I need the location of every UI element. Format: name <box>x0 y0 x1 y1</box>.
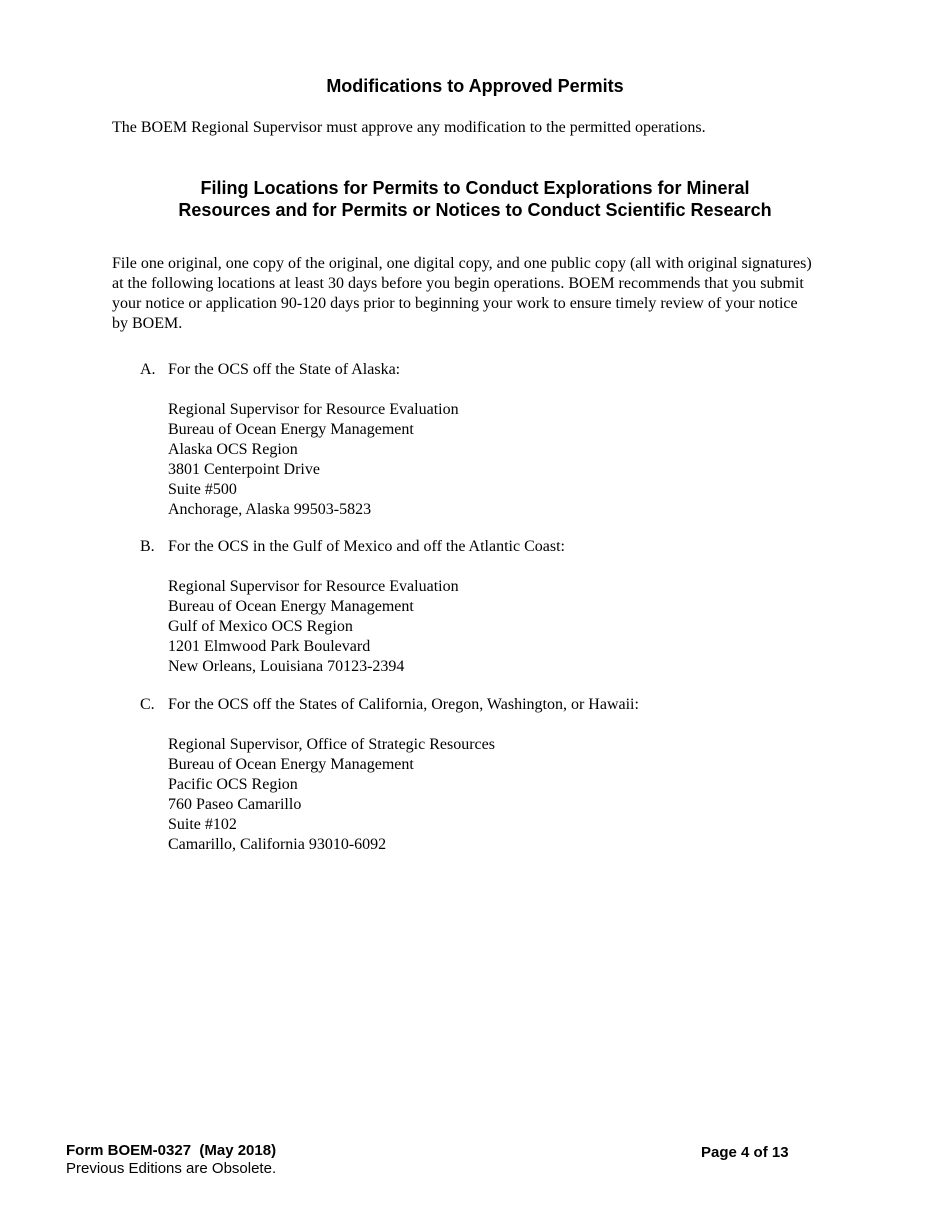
address-line: Anchorage, Alaska 99503-5823 <box>168 501 372 518</box>
location-description: For the OCS in the Gulf of Mexico and off the Atlantic Coast: <box>168 538 565 555</box>
modifications-heading: Modifications to Approved Permits <box>326 76 624 96</box>
list-letter: A. <box>140 361 156 378</box>
address-line: Suite #102 <box>168 816 237 833</box>
location-description: For the OCS off the State of Alaska: <box>168 361 401 378</box>
address-line: New Orleans, Louisiana 70123-2394 <box>168 658 405 675</box>
filing-heading-line-2: Resources and for Permits or Notices to Conduct Scientific Research <box>178 200 772 220</box>
mailing-address <box>168 735 495 855</box>
filing-heading-line-1: Filing Locations for Permits to Conduct Explorations for Mineral <box>200 178 750 198</box>
filing-locations-heading <box>0 177 950 221</box>
page-number: Page 4 of 13 <box>701 1144 789 1161</box>
filing-instructions-paragraph: File one original, one copy of the original, one digital copy, and one public copy (all with original signatures) at the following locations at least 30 days before you begin operations. BOEM recommends that you submit your notice or application 90-120 days prior to beginning your work to ensure timely review of your notice by BOEM. <box>112 255 812 332</box>
address-line: Pacific OCS Region <box>168 776 298 793</box>
address-line: 3801 Centerpoint Drive <box>168 461 320 478</box>
address-line: Regional Supervisor for Resource Evaluation <box>168 578 459 595</box>
editions-note: Previous Editions are Obsolete. <box>66 1160 277 1177</box>
mailing-address <box>168 577 459 677</box>
list-letter: B. <box>140 538 155 555</box>
modifications-paragraph: The BOEM Regional Supervisor must approve any modification to the permitted operations. <box>112 119 706 136</box>
form-id: Form BOEM-0327 (May 2018) <box>66 1142 277 1159</box>
mailing-address <box>168 400 459 520</box>
address-line: Bureau of Ocean Energy Management <box>168 598 414 615</box>
list-letter: C. <box>140 696 155 713</box>
address-line: Camarillo, California 93010-6092 <box>168 836 387 853</box>
address-line: Alaska OCS Region <box>168 441 298 458</box>
address-line: Regional Supervisor for Resource Evaluation <box>168 401 459 418</box>
address-line: 760 Paseo Camarillo <box>168 796 302 813</box>
address-line: Bureau of Ocean Energy Management <box>168 756 414 773</box>
address-line: 1201 Elmwood Park Boulevard <box>168 638 371 655</box>
address-line: Bureau of Ocean Energy Management <box>168 421 414 438</box>
address-line: Gulf of Mexico OCS Region <box>168 618 353 635</box>
location-description: For the OCS off the States of California, Oregon, Washington, or Hawaii: <box>168 696 639 713</box>
address-line: Regional Supervisor, Office of Strategic Resources <box>168 736 495 753</box>
address-line: Suite #500 <box>168 481 237 498</box>
form-footer <box>66 1142 276 1178</box>
